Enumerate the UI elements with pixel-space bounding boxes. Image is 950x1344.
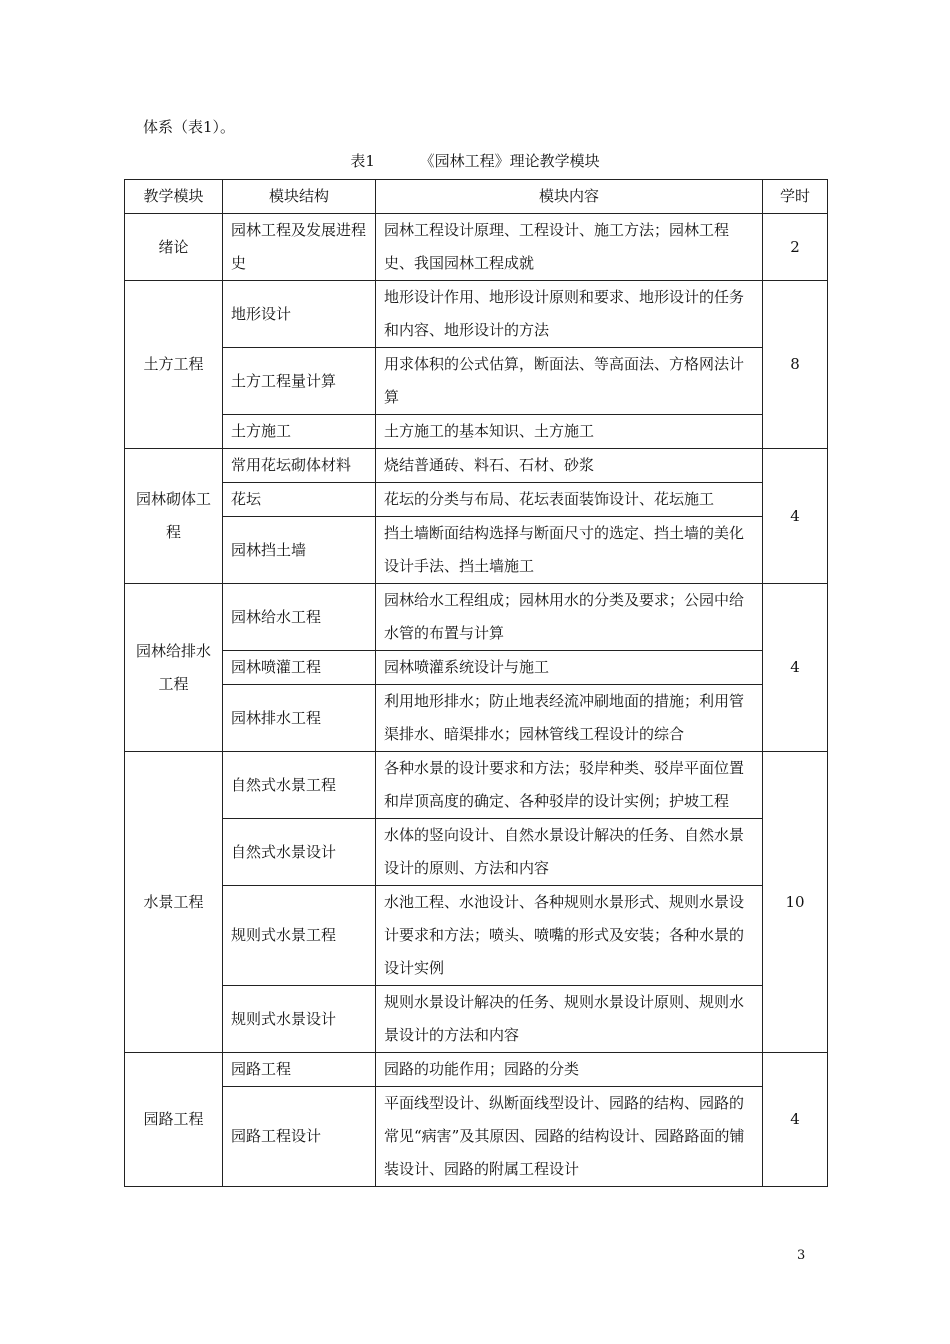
hours-cell: 8 xyxy=(763,281,828,449)
table-row xyxy=(125,651,828,685)
table-row xyxy=(125,214,828,281)
table-header-row xyxy=(125,180,828,214)
table-row xyxy=(125,819,828,886)
structure-cell: 土方施工 xyxy=(223,415,376,449)
structure-cell: 自然式水景设计 xyxy=(223,819,376,886)
structure-cell: 地形设计 xyxy=(223,281,376,348)
table-row xyxy=(125,415,828,449)
structure-cell: 园林给水工程 xyxy=(223,584,376,651)
module-name-cell: 园林砌体工程 xyxy=(125,449,223,584)
table-row xyxy=(125,348,828,415)
lead-text: 体系（表1）。 xyxy=(143,118,236,136)
hours-cell: 4 xyxy=(763,584,828,752)
structure-cell: 常用花坛砌体材料 xyxy=(223,449,376,483)
table-row xyxy=(125,281,828,348)
module-name-cell: 园林给排水工程 xyxy=(125,584,223,752)
caption-title: 《园林工程》理论教学模块 xyxy=(419,152,600,170)
content-cell: 园林工程设计原理、工程设计、施工方法；园林工程史、我国园林工程成就 xyxy=(376,214,763,281)
table-row xyxy=(125,886,828,986)
content-cell: 烧结普通砖、料石、石材、砂浆 xyxy=(376,449,763,483)
header-cell: 模块内容 xyxy=(376,180,763,214)
structure-cell: 园林排水工程 xyxy=(223,685,376,752)
header-cell: 学时 xyxy=(763,180,828,214)
content-cell: 用求体积的公式估算，断面法、等高面法、方格网法计算 xyxy=(376,348,763,415)
content-cell: 花坛的分类与布局、花坛表面装饰设计、花坛施工 xyxy=(376,483,763,517)
teaching-module-table xyxy=(124,179,828,1187)
content-cell: 水体的竖向设计、自然水景设计解决的任务、自然水景设计的原则、方法和内容 xyxy=(376,819,763,886)
hours-cell: 10 xyxy=(763,752,828,1053)
content-cell: 园林给水工程组成；园林用水的分类及要求；公园中给水管的布置与计算 xyxy=(376,584,763,651)
hours-cell: 2 xyxy=(763,214,828,281)
content-cell: 平面线型设计、纵断面线型设计、园路的结构、园路的常见“病害”及其原因、园路的结构设计、园路路面的铺装设计、园路的附属工程设计 xyxy=(376,1087,763,1187)
content-cell: 规则水景设计解决的任务、规则水景设计原则、规则水景设计的方法和内容 xyxy=(376,986,763,1053)
module-name-cell: 土方工程 xyxy=(125,281,223,449)
caption-number: 表1 xyxy=(350,152,375,170)
module-name-cell: 绪论 xyxy=(125,214,223,281)
structure-cell: 自然式水景工程 xyxy=(223,752,376,819)
structure-cell: 园林喷灌工程 xyxy=(223,651,376,685)
content-cell: 挡土墙断面结构选择与断面尺寸的选定、挡土墙的美化设计手法、挡土墙施工 xyxy=(376,517,763,584)
structure-cell: 园路工程设计 xyxy=(223,1087,376,1187)
table-row xyxy=(125,449,828,483)
table-row xyxy=(125,1087,828,1187)
content-cell: 利用地形排水；防止地表经流冲刷地面的措施；利用管渠排水、暗渠排水；园林管线工程设计的综合 xyxy=(376,685,763,752)
structure-cell: 规则式水景工程 xyxy=(223,886,376,986)
table-row xyxy=(125,584,828,651)
table-row xyxy=(125,685,828,752)
content-cell: 园林喷灌系统设计与施工 xyxy=(376,651,763,685)
content-cell: 水池工程、水池设计、各种规则水景形式、规则水景设计要求和方法；喷头、喷嘴的形式及安装；各种水景的设计实例 xyxy=(376,886,763,986)
header-cell: 模块结构 xyxy=(223,180,376,214)
table-row xyxy=(125,752,828,819)
hours-cell: 4 xyxy=(763,1053,828,1187)
module-name-cell: 水景工程 xyxy=(125,752,223,1053)
content-cell: 园路的功能作用；园路的分类 xyxy=(376,1053,763,1087)
table-row xyxy=(125,986,828,1053)
table-row xyxy=(125,1053,828,1087)
structure-cell: 园林工程及发展进程史 xyxy=(223,214,376,281)
structure-cell: 花坛 xyxy=(223,483,376,517)
content-cell: 地形设计作用、地形设计原则和要求、地形设计的任务和内容、地形设计的方法 xyxy=(376,281,763,348)
table-row xyxy=(125,483,828,517)
structure-cell: 土方工程量计算 xyxy=(223,348,376,415)
structure-cell: 园路工程 xyxy=(223,1053,376,1087)
structure-cell: 园林挡土墙 xyxy=(223,517,376,584)
hours-cell: 4 xyxy=(763,449,828,584)
table-caption xyxy=(0,150,950,171)
module-name-cell: 园路工程 xyxy=(125,1053,223,1187)
page-number: 3 xyxy=(797,1248,806,1263)
structure-cell: 规则式水景设计 xyxy=(223,986,376,1053)
content-cell: 各种水景的设计要求和方法；驳岸种类、驳岸平面位置和岸顶高度的确定、各种驳岸的设计实例；护坡工程 xyxy=(376,752,763,819)
content-cell: 土方施工的基本知识、土方施工 xyxy=(376,415,763,449)
table-row xyxy=(125,517,828,584)
header-cell: 教学模块 xyxy=(125,180,223,214)
